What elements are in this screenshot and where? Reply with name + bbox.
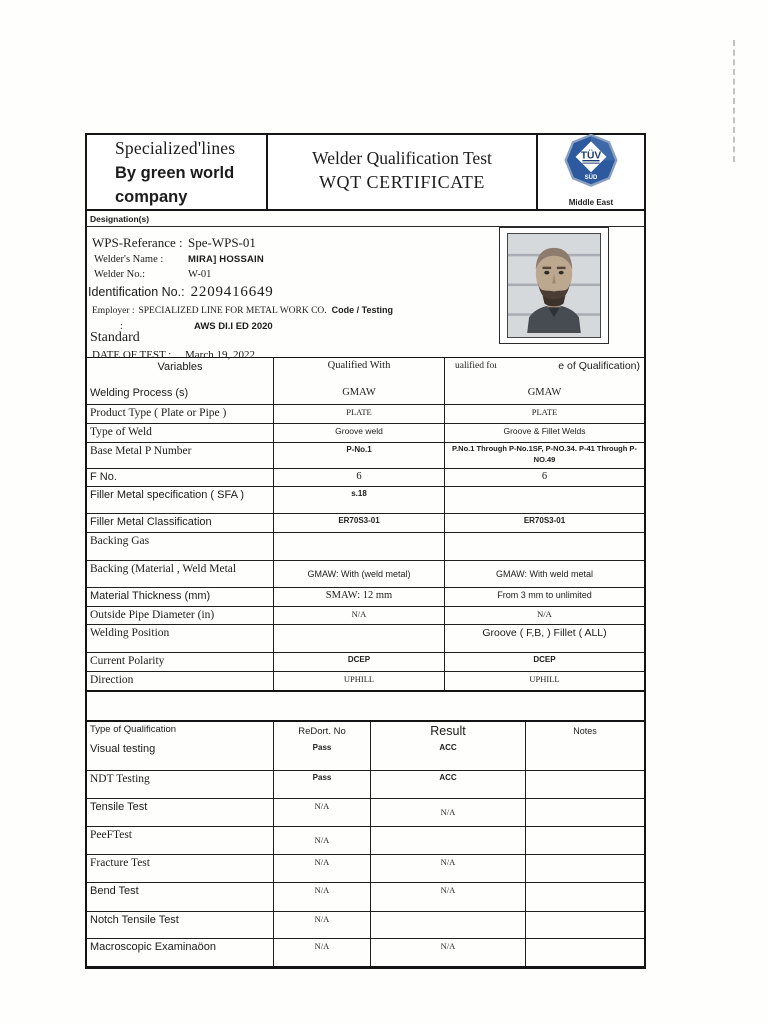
qual-table-row bbox=[87, 423, 644, 442]
welder-name-label: Welder's Name : bbox=[94, 254, 164, 265]
qual-table-row bbox=[87, 404, 644, 423]
row-label: Backing (Material , Weld Metal bbox=[90, 563, 237, 575]
cell-value: ACC bbox=[370, 771, 525, 798]
designation-label: Designation(s) bbox=[85, 211, 646, 227]
row-label: Outside Pipe Diameter (in) bbox=[90, 609, 215, 621]
cell-value: GMAW: With weld metal bbox=[444, 561, 644, 587]
row-label: Bend Test bbox=[90, 885, 139, 897]
cell-value bbox=[444, 487, 644, 513]
standard-value-row bbox=[120, 319, 273, 332]
qual-table-row bbox=[87, 513, 644, 532]
test-table-row bbox=[87, 938, 644, 966]
document-title-line1: Welder Qualification Test bbox=[312, 148, 492, 168]
row-label: NDT Testing bbox=[90, 773, 150, 785]
qualified-with-header: Qualified With bbox=[273, 358, 444, 385]
qual-table-row bbox=[87, 468, 644, 486]
date-of-test-label: DATE OF TEST : bbox=[92, 349, 172, 361]
standard-colon: : bbox=[120, 321, 123, 332]
wps-reference-label: WPS-Referance : bbox=[92, 235, 183, 250]
row-label: Material Thickness (mm) bbox=[90, 590, 211, 602]
result-header: Result bbox=[370, 722, 525, 741]
row-label: Product Type ( Plate or Pipe ) bbox=[90, 407, 227, 419]
identification-no-row bbox=[88, 282, 274, 301]
qual-table-row bbox=[87, 652, 644, 671]
cell-value: Pass bbox=[273, 741, 370, 770]
cell-value: 6 bbox=[273, 469, 444, 486]
cell-value: Groove ( F,B, ) Fillet ( ALL) bbox=[444, 625, 644, 652]
row-label: Tensile Test bbox=[90, 801, 148, 813]
cell-value bbox=[370, 912, 525, 938]
cell-value bbox=[525, 741, 644, 770]
qual-table-row bbox=[87, 560, 644, 587]
cell-value: PLATE bbox=[273, 405, 444, 423]
cell-value: UPHILL bbox=[273, 672, 444, 690]
company-name-line3: company bbox=[115, 188, 188, 206]
cell-value bbox=[525, 883, 644, 911]
cell-value: N/A bbox=[273, 855, 370, 882]
qual-table-row bbox=[87, 385, 644, 404]
row-label: Visual testing bbox=[90, 743, 156, 755]
qualified-for-header-part2: e of Qualification) bbox=[558, 360, 640, 372]
cell-value: ACC bbox=[370, 741, 525, 770]
qual-table-row bbox=[87, 624, 644, 652]
employer-value: SPECIALIZED LINE FOR METAL WORK CO. bbox=[138, 306, 327, 316]
test-table-row bbox=[87, 854, 644, 882]
test-results-table-header bbox=[87, 722, 644, 741]
cell-value: DCEP bbox=[273, 653, 444, 671]
row-label: PeeFTest bbox=[90, 829, 132, 841]
test-table-row bbox=[87, 826, 644, 854]
welder-name-value: MIRA] HOSSAIN bbox=[188, 254, 264, 265]
cell-value bbox=[370, 827, 525, 854]
variables-header: Variables bbox=[157, 361, 203, 373]
identification-no-value: 2209416649 bbox=[190, 284, 274, 300]
cell-value: ER70S3-01 bbox=[444, 514, 644, 532]
cell-value bbox=[525, 771, 644, 798]
test-results-table bbox=[85, 720, 646, 969]
cell-value: N/A bbox=[444, 607, 644, 624]
row-label: Notch Tensile Test bbox=[90, 914, 179, 926]
svg-text:SÜD: SÜD bbox=[584, 175, 598, 182]
cell-value: 6 bbox=[444, 469, 644, 486]
report-no-header: ReDort. No bbox=[273, 722, 370, 741]
cell-value: N/A bbox=[273, 799, 370, 826]
row-label: Type of Weld bbox=[90, 426, 152, 438]
row-label: Macroscopic Examinaöon bbox=[90, 941, 216, 953]
qualified-for-header-part1: ualified foı bbox=[455, 361, 497, 371]
row-label: Filler Metal specification ( SFA ) bbox=[90, 489, 245, 501]
row-label: Backing Gas bbox=[90, 535, 150, 547]
cell-value: N/A bbox=[370, 883, 525, 911]
standard-label: Standard bbox=[90, 330, 140, 345]
qual-table-row bbox=[87, 486, 644, 513]
cell-value: N/A bbox=[370, 939, 525, 966]
cell-value: GMAW: With (weld metal) bbox=[273, 561, 444, 587]
date-of-test-row bbox=[92, 347, 255, 361]
cell-value: N/A bbox=[273, 827, 370, 854]
cell-value: N/A bbox=[273, 883, 370, 911]
standard-value: AWS DI.I ED 2020 bbox=[194, 321, 273, 332]
cell-value bbox=[525, 855, 644, 882]
qualified-for-header bbox=[444, 358, 644, 385]
type-of-qualification-header: Type of Qualification bbox=[90, 724, 177, 735]
cell-value: Groove weld bbox=[273, 424, 444, 442]
tuv-sud-logo-icon bbox=[560, 132, 622, 197]
cell-value bbox=[525, 827, 644, 854]
row-label: Fracture Test bbox=[90, 857, 150, 869]
qual-table-row bbox=[87, 442, 644, 468]
cell-value bbox=[273, 625, 444, 652]
employer-label: Employer : bbox=[92, 306, 135, 316]
scan-artifact-line bbox=[733, 40, 735, 162]
cell-value: Pass bbox=[273, 771, 370, 798]
row-label: F No. bbox=[90, 471, 117, 483]
row-label: Welding Position bbox=[90, 627, 170, 639]
row-label: Welding Process (s) bbox=[90, 387, 189, 399]
certification-logo-block bbox=[538, 135, 644, 209]
cell-value: GMAW bbox=[444, 385, 644, 404]
test-table-row bbox=[87, 911, 644, 938]
empty-spacer-row bbox=[85, 692, 646, 720]
cell-value bbox=[525, 799, 644, 826]
cell-value: s.18 bbox=[273, 487, 444, 513]
qual-table-row bbox=[87, 671, 644, 690]
cell-value bbox=[525, 912, 644, 938]
company-name-line1: Specialized'lines bbox=[115, 138, 236, 158]
cell-value: ER70S3-01 bbox=[273, 514, 444, 532]
document-header bbox=[85, 133, 646, 211]
cell-value bbox=[525, 939, 644, 966]
cell-value: PLATE bbox=[444, 405, 644, 423]
cell-value: P-No.1 bbox=[273, 443, 444, 468]
certificate-document bbox=[85, 133, 646, 969]
test-table-row bbox=[87, 798, 644, 826]
cell-value: UPHILL bbox=[444, 672, 644, 690]
cell-value: N/A bbox=[273, 939, 370, 966]
row-label: Current Polarity bbox=[90, 655, 165, 667]
test-results-table-body bbox=[87, 741, 644, 966]
qualification-table-header bbox=[87, 358, 644, 385]
cell-value: From 3 mm to unlimited bbox=[444, 588, 644, 606]
test-table-row bbox=[87, 882, 644, 911]
standard-label-row bbox=[90, 330, 140, 346]
qual-table-row bbox=[87, 532, 644, 560]
document-title-line2: WQT CERTIFICATE bbox=[318, 172, 486, 192]
cell-value bbox=[273, 533, 444, 560]
cell-value bbox=[444, 533, 644, 560]
test-table-row bbox=[87, 770, 644, 798]
wps-reference-row bbox=[92, 233, 256, 251]
qual-table-row bbox=[87, 606, 644, 624]
welder-name-row bbox=[94, 252, 264, 265]
welder-no-row bbox=[94, 267, 211, 280]
employer-row bbox=[92, 304, 393, 316]
code-testing-label: Code / Testing bbox=[331, 305, 394, 315]
cell-value: P.No.1 Through P-No.1SF, P-NO.34. P-41 Through P-NO.49 bbox=[444, 443, 644, 468]
row-label: Filler Metal Classification bbox=[90, 516, 212, 528]
company-block bbox=[87, 135, 268, 209]
welder-info-section bbox=[85, 227, 646, 361]
row-label: Base Metal P Number bbox=[90, 445, 192, 457]
company-name-line2: By green world bbox=[115, 164, 235, 182]
cell-value: N/A bbox=[273, 607, 444, 624]
cell-value: Groove & Fillet Welds bbox=[444, 424, 644, 442]
identification-no-label: Identification No.: bbox=[88, 285, 185, 299]
qual-table-row bbox=[87, 587, 644, 606]
welder-photo-frame bbox=[499, 227, 609, 344]
cell-value: DCEP bbox=[444, 653, 644, 671]
cell-value: SMAW: 12 mm bbox=[273, 588, 444, 606]
date-of-test-value: March 19, 2022 bbox=[185, 349, 255, 361]
notes-header: Notes bbox=[525, 722, 644, 741]
qualification-table-body bbox=[87, 385, 644, 690]
row-label: Direction bbox=[90, 674, 134, 686]
test-table-row bbox=[87, 741, 644, 770]
wps-reference-value: Spe-WPS-01 bbox=[188, 235, 256, 250]
svg-text:TÜV: TÜV bbox=[580, 150, 602, 162]
welder-photo bbox=[507, 233, 601, 338]
qualification-table bbox=[85, 357, 646, 692]
cell-value: N/A bbox=[370, 799, 525, 826]
welder-no-label: Welder No.: bbox=[94, 269, 146, 280]
cell-value: N/A bbox=[273, 912, 370, 938]
logo-caption: Middle East bbox=[568, 198, 614, 207]
cell-value: GMAW bbox=[273, 385, 444, 404]
document-title-block bbox=[268, 135, 538, 209]
cell-value: N/A bbox=[370, 855, 525, 882]
welder-no-value: W-01 bbox=[188, 269, 212, 280]
